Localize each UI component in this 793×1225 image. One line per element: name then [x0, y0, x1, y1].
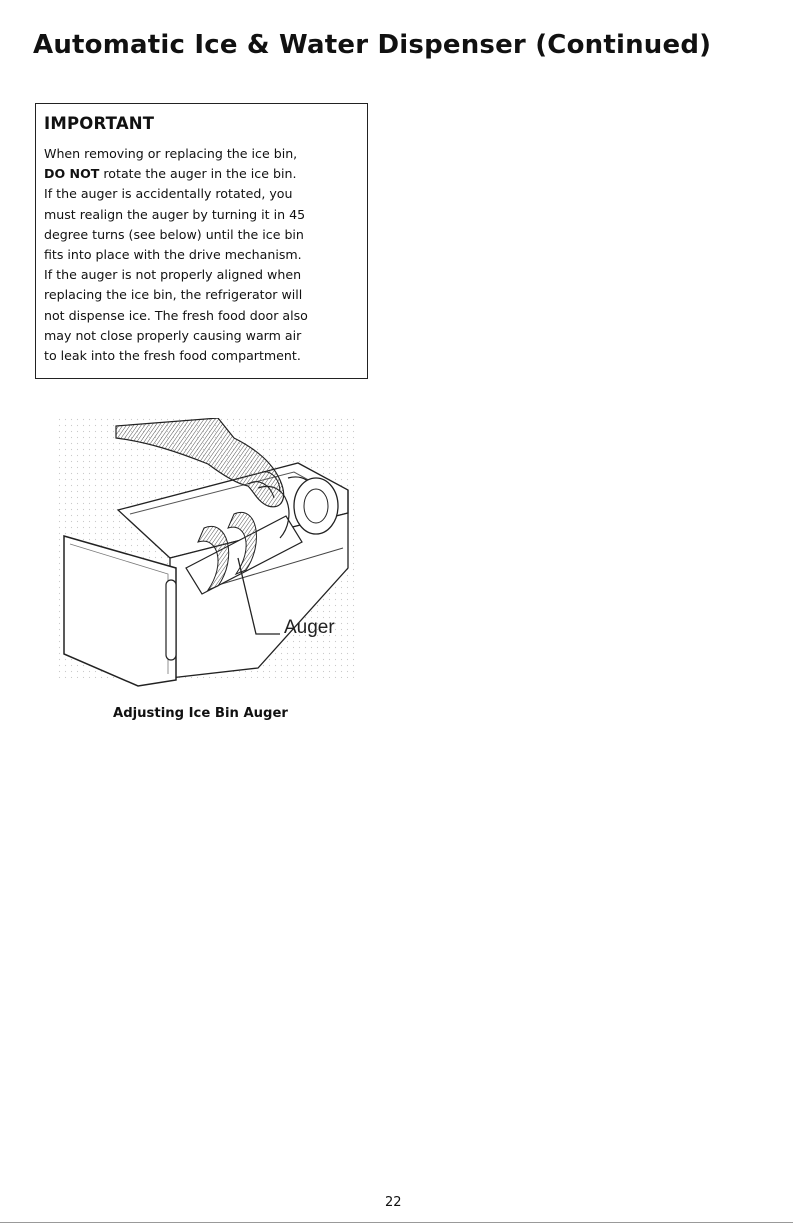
auger-callout-label: Auger: [284, 617, 335, 638]
page-number: 22: [385, 1195, 402, 1210]
bottom-rule: [0, 1222, 793, 1223]
important-line: If the auger is not properly aligned when: [44, 267, 302, 283]
important-line: replacing the ice bin, the refrigerator will: [44, 287, 303, 303]
important-line: DO NOT rotate the auger in the ice bin.: [44, 166, 297, 182]
important-line: to leak into the fresh food compartment.: [44, 348, 301, 364]
bin-handle-slot: [166, 580, 176, 660]
important-notice-box: [35, 103, 368, 379]
do-not-emphasis: DO NOT: [44, 166, 100, 182]
important-line: degree turns (see below) until the ice bin: [44, 226, 304, 242]
figure-caption: Adjusting Ice Bin Auger: [113, 706, 288, 721]
important-line: fits into place with the drive mechanism.: [44, 247, 302, 263]
ice-bin-auger-illustration: [58, 418, 358, 690]
page-title: Automatic Ice & Water Dispenser (Continued): [33, 30, 712, 60]
important-line: not dispense ice. The fresh food door also: [44, 307, 308, 323]
important-line: must realign the auger by turning it in 45: [44, 206, 306, 222]
ice-bin-drawing: [58, 418, 358, 690]
important-line: may not close properly causing warm air: [44, 327, 302, 343]
important-heading: IMPORTANT: [44, 114, 155, 133]
important-line: When removing or replacing the ice bin,: [44, 146, 298, 161]
important-body: [44, 144, 367, 366]
important-line: If the auger is accidentally rotated, you: [44, 186, 293, 202]
